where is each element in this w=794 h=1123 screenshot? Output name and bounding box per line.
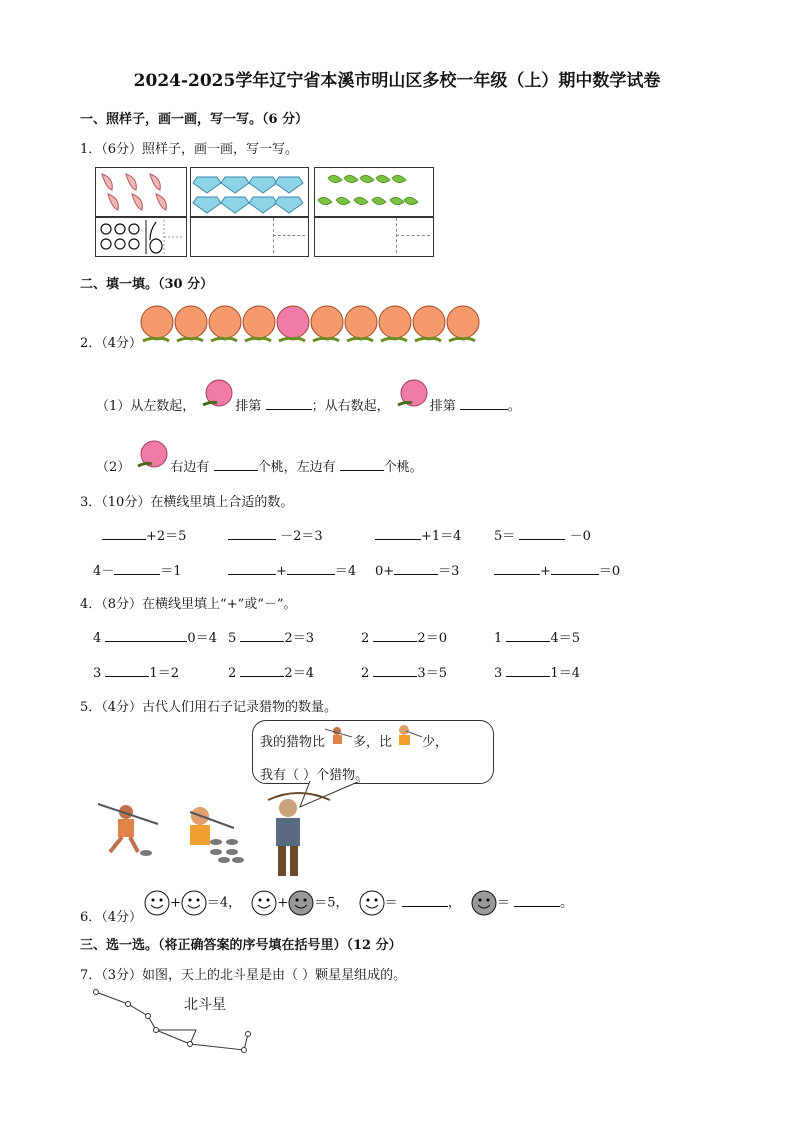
q3-eq-1: +2＝5 — [102, 525, 186, 544]
smiley-white-icon — [251, 890, 277, 916]
q4-eq-2: 5 2＝3 — [228, 631, 314, 646]
q2-blank-3[interactable] — [214, 458, 258, 471]
smiley-white-icon — [181, 890, 207, 916]
q3-eq-4: 5＝ －0 — [494, 529, 591, 544]
q2-part2: （2） 右边有 个桃，左边有 个桃。 — [96, 456, 423, 475]
q3-label: 3．（10分）在横线里填上合适的数。 — [80, 495, 294, 510]
peach — [209, 306, 241, 341]
q4-eq-6: 2 2＝4 — [228, 666, 314, 681]
q3-eq-6: + ＝4 — [228, 560, 356, 579]
q6-blank-white[interactable] — [402, 894, 448, 907]
peach — [447, 306, 479, 341]
q2-blank-1[interactable] — [266, 397, 312, 410]
q1-label: 1．（6分）照样子，画一画，写一写。 — [80, 142, 299, 157]
caveman-small-icon — [392, 723, 422, 747]
hunter-small-icon — [325, 725, 353, 747]
peach — [311, 306, 343, 341]
q2-blank-4[interactable] — [340, 458, 384, 471]
smiley-gray-icon — [471, 890, 497, 916]
q4-eq-5: 3 1＝2 — [93, 666, 179, 681]
q4-eq-8: 3 1＝4 — [494, 666, 580, 681]
peach — [243, 306, 275, 341]
page-title: 2024-2025学年辽宁省本溪市明山区多校一年级（上）期中数学试卷 — [133, 71, 661, 91]
circles-example — [98, 220, 183, 254]
section-1-heading: 一、照样子，画一画，写一写。（6 分） — [80, 112, 309, 127]
section-3-heading: 三、选一选。（将正确答案的序号填在括号里）（12 分） — [80, 938, 402, 953]
smiley-white-icon — [144, 890, 170, 916]
q6-blank-gray[interactable] — [514, 894, 560, 907]
q4-eq-3: 2 2＝0 — [361, 631, 447, 646]
q6-equations: + ＝4， + ＝5， ＝ ， ＝ 。 — [144, 890, 573, 916]
bubble-line-2: 我有（ ）个猎物。 — [260, 768, 369, 783]
q4-label: 4．（8分）在横线里填上“+”或“－”。 — [80, 597, 297, 612]
q3-eq-3: +1＝4 — [375, 525, 461, 544]
q2-blank-2[interactable] — [460, 397, 508, 410]
bubble-line-1: 我的猎物比 多，比 少， — [260, 731, 448, 750]
hunter-runner — [98, 804, 158, 856]
peach — [141, 306, 173, 341]
peach — [379, 306, 411, 341]
peach-row — [140, 305, 485, 345]
q3-eq-5: 4－ ＝1 — [93, 564, 182, 579]
q6-label: 6．（4分） — [80, 910, 143, 925]
ginkgo-leaf-icon — [322, 170, 432, 215]
hunter-caveman — [190, 807, 244, 863]
q3-eq-8: + ＝0 — [494, 560, 620, 579]
q5-label: 5．（4分）古代人们用石子记录猎物的数量。 — [80, 700, 338, 715]
q4-eq-4: 1 4＝5 — [494, 631, 580, 646]
section-2-heading: 二、填一填。（30 分） — [80, 277, 214, 292]
q3-eq-2: －2＝3 — [228, 525, 323, 544]
diamond-icon — [195, 171, 305, 213]
big-dipper-label: 北斗星 — [184, 997, 226, 1013]
peach — [345, 306, 377, 341]
q3-eq-7: 0+ ＝3 — [375, 564, 460, 579]
hunter-archer — [268, 793, 330, 876]
q7-label: 7．（3分）如图，天上的北斗星是由（ ）颗星星组成的。 — [80, 968, 407, 983]
peach-pink — [277, 306, 309, 341]
pink-peach-icon — [134, 440, 170, 470]
q4-eq-1: 4 0＝4 — [93, 631, 217, 646]
q2-part1: （1）从左数起， 排第 ；从右数起， 排第 。 — [96, 395, 521, 414]
q4-eq-7: 2 3＝5 — [361, 666, 447, 681]
pink-peach-icon — [199, 379, 235, 409]
shell-icon — [98, 170, 184, 214]
smiley-white-icon — [359, 890, 385, 916]
q2-label: 2．（4分） — [80, 336, 143, 351]
smiley-gray-icon — [288, 890, 314, 916]
peach — [175, 306, 207, 341]
peach — [413, 306, 445, 341]
pink-peach-icon — [394, 379, 430, 409]
hunters-illustration — [98, 790, 338, 880]
